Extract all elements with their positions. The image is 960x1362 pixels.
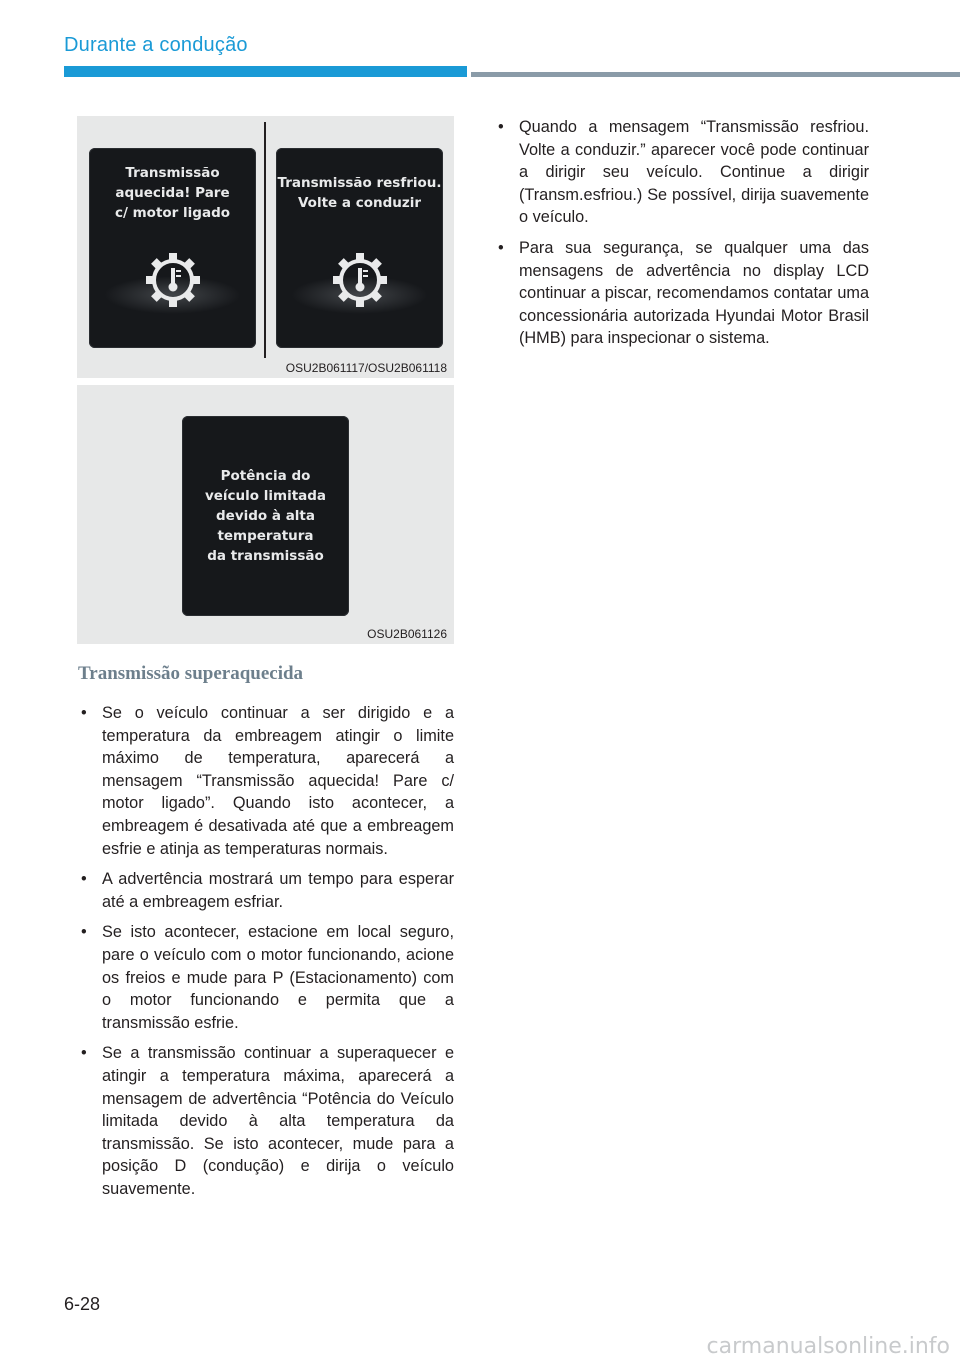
page-number: 6-28	[64, 1294, 101, 1314]
lcd-message: Transmissão resfriou. Volte a conduzir	[277, 175, 442, 211]
lcd-message: Transmissão aquecida! Pare c/ motor ligado	[114, 165, 231, 221]
figure-divider	[264, 122, 266, 358]
transmission-temperature-icon	[143, 250, 203, 310]
figure-power-limited-warning	[77, 385, 454, 644]
bullet-list-left	[78, 702, 454, 1208]
list-item: • Se a transmissão continuar a superaquecer e atingir a temperatura máxima, aparecerá a mensagem de advertência “Potência do Veículo limitada devido à alta temperatura da transmissão. Se isto acontecer, mude para a posição D (condução) e dirija o veículo suavemente.	[81, 1044, 454, 1198]
bullet-list-right	[495, 116, 869, 358]
lcd-screen-power-limited	[182, 416, 349, 616]
header-rule	[471, 72, 960, 77]
figure-transmission-warnings	[77, 116, 454, 378]
section-title: Transmissão superaquecida	[78, 663, 304, 684]
lcd-message: Potência do veículo limitada devido à alta temperatura da transmissão	[204, 468, 327, 564]
list-item: • A advertência mostrará um tempo para esperar até a embreagem esfriar.	[81, 870, 454, 911]
section-header-title: Durante a condução	[64, 34, 248, 56]
lcd-screen-overheat	[89, 148, 256, 348]
list-item: • Se isto acontecer, estacione em local seguro, pare o veículo com o motor funcionando, acione os freios e mude para P (Estacionamento) com o motor funcionando e permita que a transmissão esfrie.	[81, 923, 454, 1032]
transmission-temperature-icon	[330, 250, 390, 310]
list-item: • Quando a mensagem “Transmissão resfriou. Volte a conduzir.” aparecer você pode continuar a dirigir seu veículo. Continue a dirigir (Transm.esfriou.) Se possível, dirija suavemente o veículo.	[498, 118, 869, 227]
list-item: • Para sua segurança, se qualquer uma das mensagens de advertência no display LCD continuar a piscar, recomendamos contatar uma concessionária autorizada Hyundai Motor Brasil (HMB) para inspecionar o sistema.	[498, 238, 869, 348]
header-accent-bar	[64, 66, 467, 77]
figure-caption: OSU2B061126	[367, 627, 447, 641]
list-item: • Se o veículo continuar a ser dirigido e a temperatura da embreagem atingir o limite máximo de temperatura, aparecerá a mensagem “Transmissão aquecida! Pare c/ motor ligado”. Quando isto acontecer, a embreagem é desativada até que a embreagem esfrie e atinja as temperaturas normais.	[81, 704, 454, 858]
lcd-screen-cooled	[276, 148, 443, 348]
watermark: carmanualsonline.info	[706, 1334, 950, 1359]
figure-caption: OSU2B061117/OSU2B061118	[285, 361, 447, 375]
